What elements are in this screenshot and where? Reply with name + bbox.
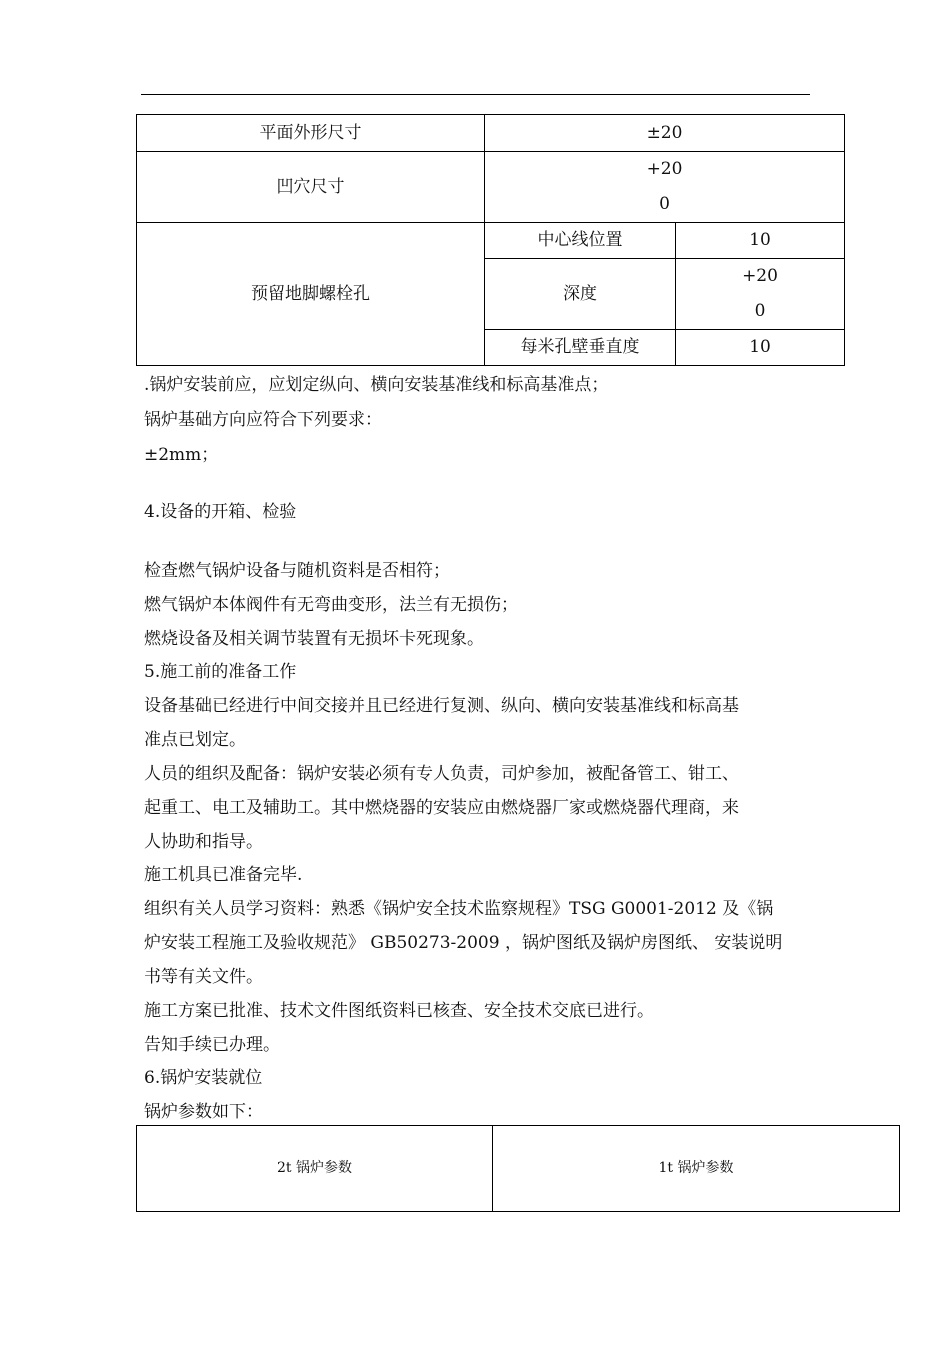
table-cell: 预留地脚螺栓孔 <box>137 223 485 366</box>
body-line: 组织有关人员学习资料：熟悉《锅炉安全技术监察规程》TSG G0001-2012 及《锅 <box>144 899 774 919</box>
body-line: 设备基础已经进行中间交接并且已经进行复测、纵向、横向安装基准线和标高基 <box>144 696 739 716</box>
body-line: 施工方案已批准、技术文件图纸资料已核查、安全技术交底已进行。 <box>144 1001 654 1021</box>
table-cell: 深度 <box>485 259 676 330</box>
body-line: 燃气锅炉本体阀件有无弯曲变形，法兰有无损伤； <box>144 595 518 615</box>
body-line: .锅炉安装前应，应划定纵向、横向安装基准线和标高基准点； <box>144 375 609 395</box>
cell-line: +20 <box>742 266 778 286</box>
table-header-cell: 1t 锅炉参数 <box>493 1126 900 1212</box>
table-row <box>137 115 845 152</box>
body-line: 书等有关文件。 <box>144 967 263 987</box>
table-row <box>137 223 845 259</box>
body-line: 起重工、电工及辅助工。其中燃烧器的安装应由燃烧器厂家或燃烧器代理商，来 <box>144 798 739 818</box>
table-header-cell: 2t 锅炉参数 <box>137 1126 493 1212</box>
table-cell: 平面外形尺寸 <box>137 115 485 152</box>
section-heading: 6.锅炉安装就位 <box>144 1068 263 1088</box>
table-cell <box>485 152 845 223</box>
table-cell <box>676 259 845 330</box>
body-line: 检查燃气锅炉设备与随机资料是否相符； <box>144 561 450 581</box>
table-cell: ±20 <box>485 115 845 152</box>
body-line: 准点已划定。 <box>144 730 246 750</box>
header-rule <box>141 94 810 95</box>
body-line: 人协助和指导。 <box>144 832 263 852</box>
table-row <box>137 1126 900 1212</box>
body-line: 告知手续已办理。 <box>144 1035 280 1055</box>
body-line: 燃烧设备及相关调节装置有无损坏卡死现象。 <box>144 629 484 649</box>
boiler-parameters-table <box>136 1125 900 1212</box>
body-line: 施工机具已准备完毕. <box>144 865 303 885</box>
section-heading: 4.设备的开箱、检验 <box>144 502 297 522</box>
body-line: 炉安装工程施工及验收规范》 GB50273-2009 ，锅炉图纸及锅炉房图纸、 安装说明 <box>144 933 783 953</box>
body-line: 锅炉基础方向应符合下列要求： <box>144 410 382 430</box>
table-cell: 每米孔壁垂直度 <box>485 330 676 366</box>
table-cell: 中心线位置 <box>485 223 676 259</box>
table-cell: 10 <box>676 223 845 259</box>
body-line: 锅炉参数如下： <box>144 1102 263 1122</box>
foundation-tolerance-table <box>136 114 845 366</box>
body-line: 人员的组织及配备：锅炉安装必须有专人负责，司炉参加，被配备管工、钳工、 <box>144 764 739 784</box>
section-heading: 5.施工前的准备工作 <box>144 662 297 682</box>
table-cell: 10 <box>676 330 845 366</box>
cell-line: +20 <box>646 159 683 179</box>
cell-line: 0 <box>754 301 766 321</box>
table-row <box>137 152 845 223</box>
table-cell: 凹穴尺寸 <box>137 152 485 223</box>
body-line: ±2mm； <box>144 445 219 465</box>
cell-line: 0 <box>659 194 670 214</box>
